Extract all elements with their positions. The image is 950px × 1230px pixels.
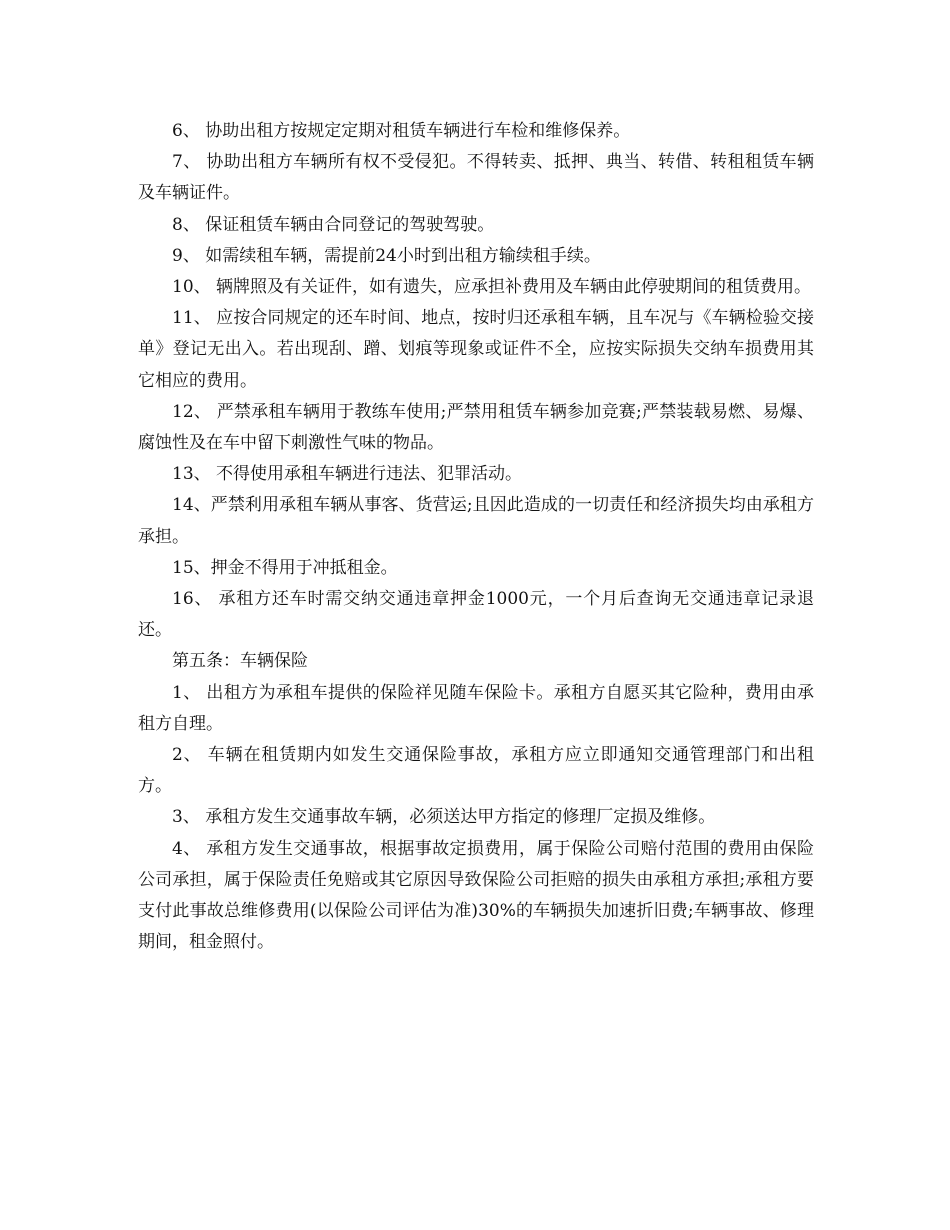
paragraph-item-14: 14、严禁利用承租车辆从事客、货营运;且因此造成的一切责任和经济损失均由承租方承担。 (138, 495, 814, 547)
paragraph-item-11: 11、 应按合同规定的还车时间、地点，按时归还承租车辆，且车况与《车辆检验交接单》登记无出入。若出现刮、蹭、划痕等现象或证件不全，应按实际损失交纳车损费用其它相应的费用。 (138, 308, 814, 391)
insurance-item-3: 3、 承租方发生交通事故车辆，必须送达甲方指定的修理厂定损及维修。 (172, 807, 716, 828)
paragraph-item-8: 8、 保证租赁车辆由合同登记的驾驶驾驶。 (172, 214, 495, 235)
insurance-item-1: 1、 出租方为承租车提供的保险祥见随车保险卡。承租方自愿买其它险种，费用由承租方自理。 (138, 682, 814, 734)
paragraph-item-7: 7、 协助出租方车辆所有权不受侵犯。不得转卖、抵押、典当、转借、转租租赁车辆及车辆证件。 (138, 152, 814, 204)
paragraph-item-16: 16、 承租方还车时需交纳交通违章押金1000元，一个月后查询无交通违章记录退还。 (138, 589, 814, 641)
insurance-item-2: 2、 车辆在租赁期内如发生交通保险事故，承租方应立即通知交通管理部门和出租方。 (138, 745, 814, 797)
section-heading-vehicle-insurance: 第五条：车辆保险 (172, 651, 308, 672)
paragraph-item-15: 15、押金不得用于冲抵租金。 (172, 557, 398, 578)
paragraph-item-10: 10、 辆牌照及有关证件，如有遗失，应承担补费用及车辆由此停驶期间的租赁费用。 (172, 277, 812, 298)
insurance-item-4: 4、 承租方发生交通事故，根据事故定损费用，属于保险公司赔付范围的费用由保险公司承担，属于保险责任免赔或其它原因导致保险公司拒赔的损失由承租方承担;承租方要支付此事故总维修费用(以保险公司评估为准)30%的车辆损失加速折旧费;车辆事故、修理期间，租金照付。 (138, 838, 814, 953)
document-body (138, 116, 814, 958)
paragraph-item-12: 12、 严禁承租车辆用于教练车使用;严禁用租赁车辆参加竞赛;严禁装载易燃、易爆、腐蚀性及在车中留下刺激性气味的物品。 (138, 401, 814, 454)
paragraph-item-9: 9、 如需续租车辆，需提前24小时到出租方输续租手续。 (172, 245, 601, 266)
paragraph-item-13: 13、 不得使用承租车辆进行违法、犯罪活动。 (172, 464, 523, 485)
paragraph-item-6: 6、 协助出租方按规定定期对租赁车辆进行车检和维修保养。 (172, 121, 631, 141)
